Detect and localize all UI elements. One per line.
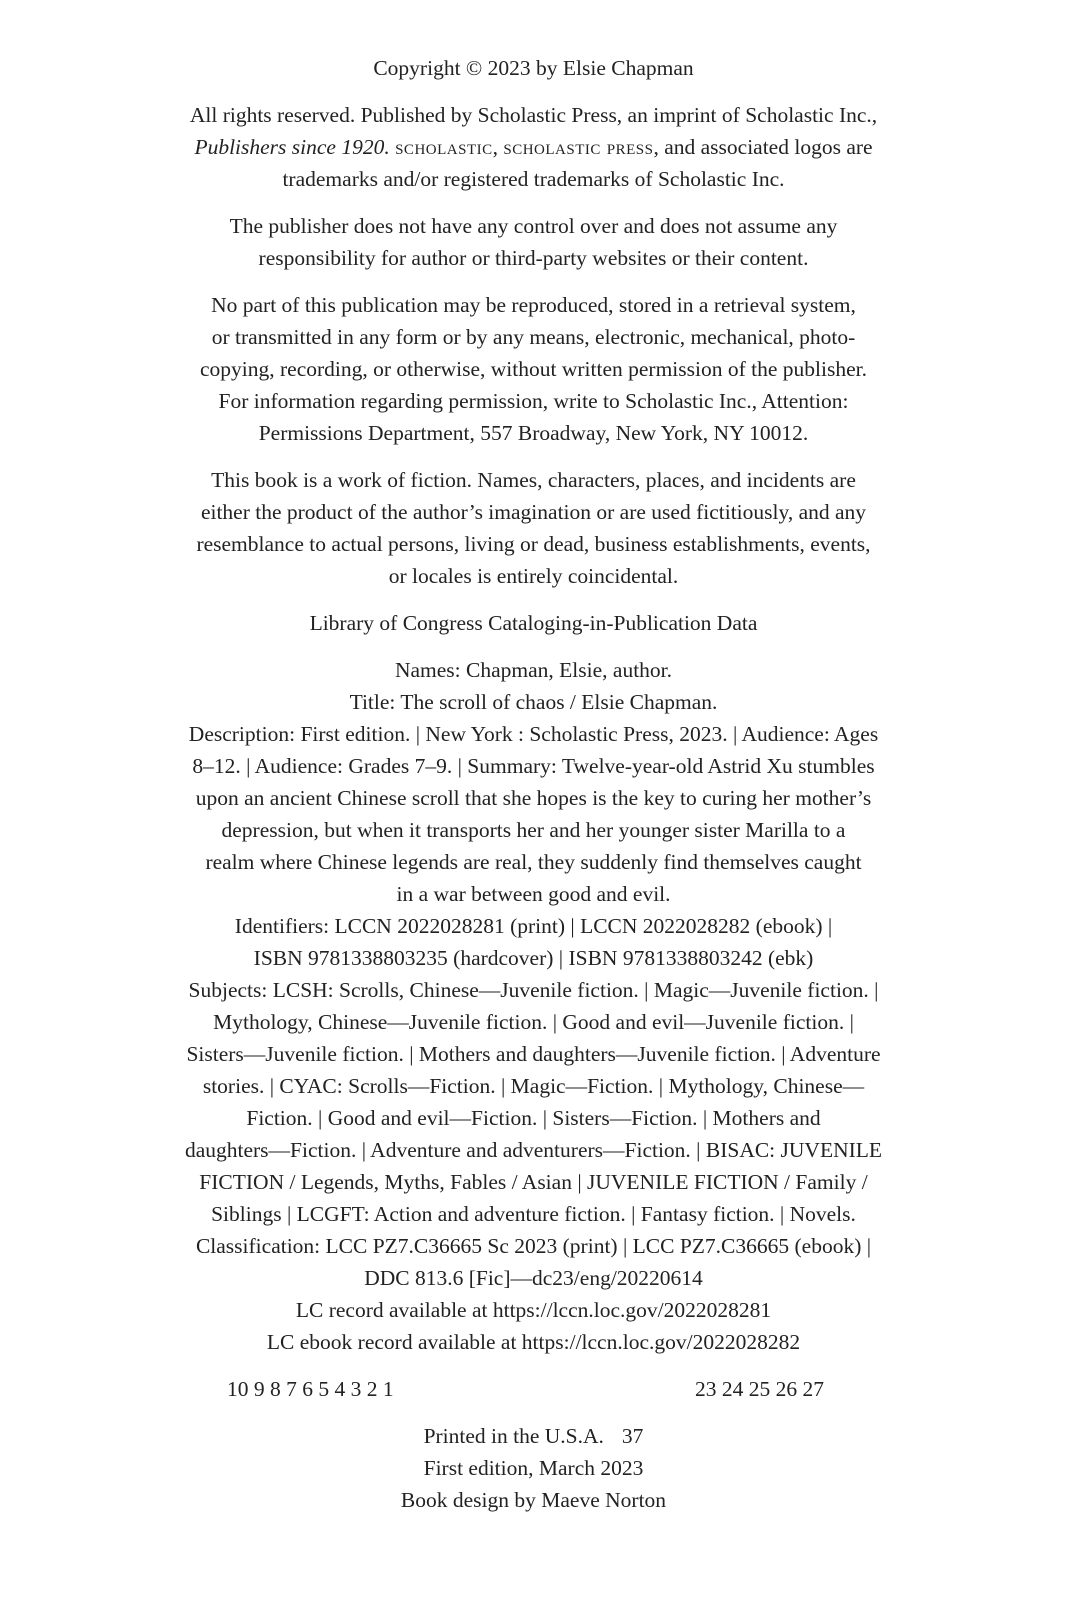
printer-key: [140, 1373, 927, 1405]
cip-data-block: [140, 654, 927, 1358]
cip-line: Description: First edition. | New York : Scholastic Press, 2023. | Audience: Ages: [188, 722, 879, 746]
printer-code: 37: [621, 1424, 644, 1448]
reproduction-notice-line: For information regarding permission, write to Scholastic Inc., Attention:: [218, 389, 849, 413]
cip-line: Sisters—Juvenile fiction. | Mothers and daughters—Juvenile fiction. | Adventure: [186, 1042, 881, 1066]
cip-line: DDC 813.6 [Fic]—dc23/eng/20220614: [364, 1266, 703, 1290]
cip-line: in a war between good and evil.: [396, 882, 671, 906]
printing-number-line: 10 9 8 7 6 5 4 3 2 1: [227, 1377, 394, 1401]
fiction-notice-line: resemblance to actual persons, living or dead, business establishments, events,: [196, 532, 871, 556]
cip-line: ISBN 9781338803235 (hardcover) | ISBN 9781338803242 (ebk): [253, 946, 814, 970]
cip-line: LC ebook record available at https://lccn.loc.gov/2022028282: [266, 1330, 801, 1354]
printed-in-text: Printed in the U.S.A.: [423, 1424, 604, 1448]
printing-year-line: 23 24 25 26 27: [695, 1377, 824, 1401]
cip-line: FICTION / Legends, Myths, Fables / Asian | JUVENILE FICTION / Family /: [199, 1170, 868, 1194]
reproduction-notice: [140, 289, 927, 449]
publisher-note: [140, 210, 927, 274]
cip-line: depression, but when it transports her and her younger sister Marilla to a: [221, 818, 846, 842]
fiction-notice-line: This book is a work of fiction. Names, characters, places, and incidents are: [211, 468, 856, 492]
copyright-text: Copyright © 2023 by Elsie Chapman: [373, 56, 694, 80]
reproduction-notice-line: or transmitted in any form or by any means, electronic, mechanical, photo-: [211, 325, 856, 349]
cip-line: Identifiers: LCCN 2022028281 (print) | LCCN 2022028282 (ebook) |: [234, 914, 833, 938]
publisher-note-line: responsibility for author or third-party websites or their content.: [258, 246, 809, 270]
rights-line-2: [140, 131, 927, 163]
cip-line: 8–12. | Audience: Grades 7–9. | Summary: Twelve-year-old Astrid Xu stumbles: [192, 754, 875, 778]
cip-line: Siblings | LCGFT: Action and adventure fiction. | Fantasy fiction. | Novels.: [211, 1202, 856, 1226]
cip-line: LC record available at https://lccn.loc.gov/2022028281: [295, 1298, 772, 1322]
copyright-line: [140, 52, 927, 84]
reproduction-notice-line: No part of this publication may be reproduced, stored in a retrieval system,: [211, 293, 856, 317]
publisher-note-line: The publisher does not have any control over and does not assume any: [229, 214, 838, 238]
rights-line-3: trademarks and/or registered trademarks of Scholastic Inc.: [282, 167, 785, 191]
fiction-notice-line: or locales is entirely coincidental.: [388, 564, 679, 588]
fiction-notice: [140, 464, 927, 592]
cip-heading: [140, 607, 927, 639]
scholastic-press-trademark: scholastic press: [503, 135, 654, 159]
cip-line: Subjects: LCSH: Scrolls, Chinese—Juvenile fiction. | Magic—Juvenile fiction. |: [188, 978, 879, 1002]
publishers-since-text: Publishers since 1920.: [194, 135, 390, 159]
edition-text: First edition, March 2023: [423, 1456, 644, 1480]
printing-info: [140, 1420, 927, 1516]
cip-line: Title: The scroll of chaos / Elsie Chapman.: [349, 690, 718, 714]
reproduction-notice-line: Permissions Department, 557 Broadway, New York, NY 10012.: [258, 421, 809, 445]
printed-in-line: [140, 1420, 927, 1452]
cip-line: upon an ancient Chinese scroll that she hopes is the key to curing her mother’s: [195, 786, 872, 810]
rights-line-1: All rights reserved. Published by Scholastic Press, an imprint of Scholastic Inc.,: [189, 103, 878, 127]
design-credit-text: Book design by Maeve Norton: [400, 1488, 667, 1512]
cip-line: Classification: LCC PZ7.C36665 Sc 2023 (print) | LCC PZ7.C36665 (ebook) |: [195, 1234, 872, 1258]
fiction-notice-line: either the product of the author’s imagination or are used fictitiously, and any: [200, 500, 867, 524]
cip-line: Mythology, Chinese—Juvenile fiction. | Good and evil—Juvenile fiction. |: [213, 1010, 854, 1034]
logos-text: , and associated logos are: [653, 135, 873, 159]
cip-line: Names: Chapman, Elsie, author.: [394, 658, 673, 682]
cip-line: daughters—Fiction. | Adventure and adventurers—Fiction. | BISAC: JUVENILE: [184, 1138, 883, 1162]
cip-line: realm where Chinese legends are real, they suddenly find themselves caught: [205, 850, 862, 874]
cip-heading-text: Library of Congress Cataloging-in-Publication Data: [309, 611, 758, 635]
reproduction-notice-line: copying, recording, or otherwise, without written permission of the publisher.: [200, 357, 867, 381]
cip-line: stories. | CYAC: Scrolls—Fiction. | Magic—Fiction. | Mythology, Chinese—: [202, 1074, 865, 1098]
cip-line: Fiction. | Good and evil—Fiction. | Sisters—Fiction. | Mothers and: [246, 1106, 821, 1130]
scholastic-trademark: scholastic: [395, 135, 493, 159]
rights-paragraph: [140, 99, 927, 195]
trademark-separator: ,: [492, 135, 504, 159]
